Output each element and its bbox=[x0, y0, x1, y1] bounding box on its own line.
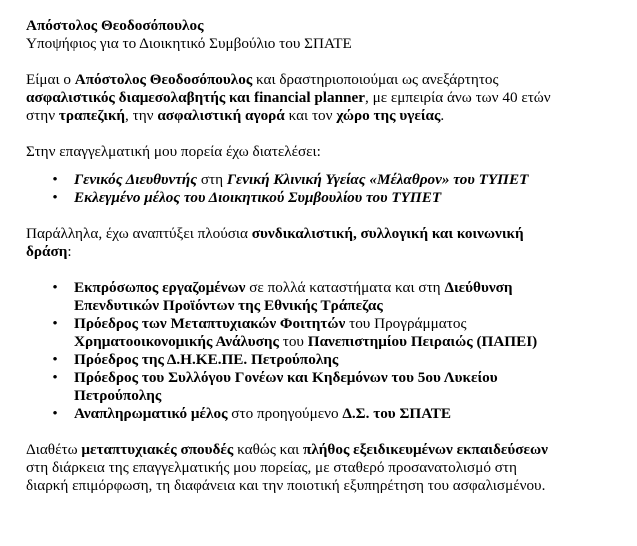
list-item bbox=[26, 369, 617, 405]
list-item bbox=[26, 279, 617, 315]
union-text: : bbox=[67, 243, 72, 260]
union-item-title: Πρόεδρος του Συλλόγου Γονέων και Κηδεμόνων του 5ου Λυκείου bbox=[74, 369, 498, 386]
closing-text: στη διάρκεια της επαγγελματικής μου πορείας, με σταθερό προσανατολισμό στη bbox=[26, 459, 517, 476]
intro-text: . bbox=[440, 107, 445, 124]
bullet-icon: • bbox=[52, 351, 58, 368]
union-emphasis: συνδικαλιστική, συλλογική και κοινωνική bbox=[251, 225, 524, 242]
intro-text: , την bbox=[125, 107, 158, 124]
intro-text: στην bbox=[26, 107, 59, 124]
union-item-title: Επενδυτικών Προϊόντων της Εθνικής Τράπεζας bbox=[74, 297, 383, 314]
union-item-text: σε πολλά καταστήματα και στη bbox=[245, 279, 445, 296]
bullet-icon: • bbox=[52, 405, 58, 422]
union-item-text: στο προηγούμενο bbox=[227, 405, 343, 422]
union-item-title: Αναπληρωματικό μέλος bbox=[74, 405, 228, 422]
career-item-text: στη bbox=[197, 171, 227, 188]
closing-text: διαρκή επιμόρφωση, τη διαφάνεια και την ποιοτική εξυπηρέτηση του ασφαλισμένου. bbox=[26, 477, 546, 494]
union-paragraph bbox=[26, 225, 617, 261]
list-item bbox=[26, 405, 617, 423]
candidate-subtitle: Υποψήφιος για το Διοικητικό Συμβούλιο του ΣΠΑΤΕ bbox=[26, 35, 352, 52]
career-item-title: Εκλεγμένο μέλος του Διοικητικού Συμβουλίου του ΤΥΠΕΤ bbox=[74, 189, 442, 206]
closing-text: καθώς και bbox=[233, 441, 304, 458]
union-item-text: του Προγράμματος bbox=[345, 315, 467, 332]
bullet-icon: • bbox=[52, 189, 58, 206]
intro-banking: τραπεζική bbox=[58, 107, 125, 124]
intro-text: Είμαι ο bbox=[26, 71, 75, 88]
list-item bbox=[26, 189, 617, 207]
union-text: Παράλληλα, έχω αναπτύξει πλούσια bbox=[26, 225, 252, 242]
bullet-icon: • bbox=[52, 171, 58, 188]
intro-paragraph bbox=[26, 71, 617, 125]
bullet-icon: • bbox=[52, 315, 58, 332]
intro-role: ασφαλιστικός διαμεσολαβητής και financial planner bbox=[26, 89, 365, 106]
closing-emphasis: πλήθος εξειδικευμένων εκπαιδεύσεων bbox=[303, 441, 548, 458]
candidate-name: Απόστολος Θεοδοσόπουλος bbox=[26, 17, 204, 34]
intro-health: χώρο της υγείας bbox=[336, 107, 441, 124]
career-list bbox=[26, 171, 617, 207]
bullet-icon: • bbox=[52, 279, 58, 296]
intro-insurance: ασφαλιστική αγορά bbox=[157, 107, 285, 124]
union-item-title: Πετρούπολης bbox=[74, 387, 162, 404]
intro-text: και δραστηριοποιούμαι ως ανεξάρτητος bbox=[252, 71, 499, 88]
union-item-title: Εκπρόσωπος εργαζομένων bbox=[74, 279, 246, 296]
closing-text: Διαθέτω bbox=[26, 441, 82, 458]
union-item-text: του bbox=[278, 333, 308, 350]
union-item-title: Χρηματοοικονομικής Ανάλυσης bbox=[74, 333, 279, 350]
intro-text: , με εμπειρία άνω των 40 ετών bbox=[364, 89, 551, 106]
intro-name: Απόστολος Θεοδοσόπουλος bbox=[74, 71, 253, 88]
union-item-title: Διεύθυνση bbox=[444, 279, 513, 296]
closing-emphasis: μεταπτυχιακές σπουδές bbox=[81, 441, 234, 458]
career-item-title: Γενική Κλινική Υγείας «Μέλαθρον» του ΤΥΠΕΤ bbox=[226, 171, 529, 188]
union-item-title: Πανεπιστημίου Πειραιώς (ΠΑΠΕΙ) bbox=[307, 333, 538, 350]
list-item bbox=[26, 171, 617, 189]
union-item-title: Δ.Σ. του ΣΠΑΤΕ bbox=[342, 405, 451, 422]
union-emphasis: δράση bbox=[26, 243, 68, 260]
intro-text: και τον bbox=[284, 107, 337, 124]
list-item bbox=[26, 315, 617, 351]
bullet-icon: • bbox=[52, 369, 58, 386]
union-item-title: Πρόεδρος των Μεταπτυχιακών Φοιτητών bbox=[74, 315, 346, 332]
list-item bbox=[26, 351, 617, 369]
closing-paragraph bbox=[26, 441, 617, 495]
union-item-title: Πρόεδρος της Δ.Η.ΚΕ.ΠΕ. Πετρούπολης bbox=[74, 351, 339, 368]
career-lead: Στην επαγγελματική μου πορεία έχω διατελέσει: bbox=[26, 143, 321, 160]
career-item-title: Γενικός Διευθυντής bbox=[74, 171, 198, 188]
union-list bbox=[26, 279, 617, 423]
